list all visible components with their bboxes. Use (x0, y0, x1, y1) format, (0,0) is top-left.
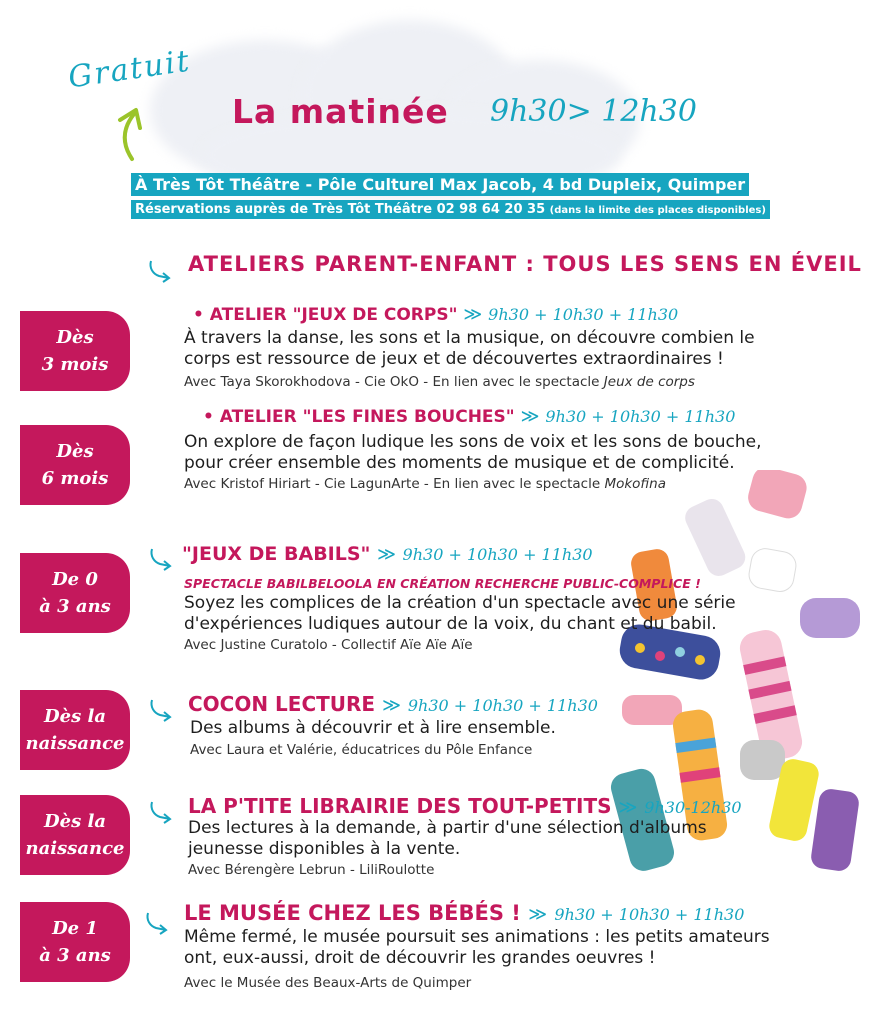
description-line: pour créer ensemble des moments de musique et de complicité. (184, 453, 735, 473)
activity-description (184, 593, 736, 635)
activity-credit (188, 862, 434, 878)
activity-hours: 9h30 + 10h30 + 11h30 (402, 545, 593, 564)
activity-description (184, 328, 755, 370)
green-arrow-icon (108, 104, 148, 164)
header-hours: 9h30> 12h30 (490, 94, 697, 129)
activity-title-text: "JEUX DE BABILS" (182, 543, 371, 565)
activity-hours: 9h30-12h30 (644, 798, 742, 817)
subtitle-show-name: BABILBELOOLA (266, 576, 373, 591)
chevron-right-icon: ≫ (528, 904, 548, 925)
description-line: Même fermé, le musée poursuit ses animations : les petits amateurs (184, 927, 770, 947)
credit-text: Avec Kristof Hiriart - Cie LagunArte - En lien avec le spectacle (184, 476, 601, 492)
age-badge-line1: De 1 (52, 918, 98, 939)
curl-arrow-icon (144, 910, 170, 936)
age-badge-line2: à 3 ans (39, 596, 111, 617)
activity-title (188, 794, 742, 818)
curl-arrow-icon (148, 697, 174, 723)
chevron-right-icon: ≫ (463, 304, 483, 325)
chevron-right-icon: ≫ (377, 544, 396, 565)
age-badge-line1: Dès (56, 327, 94, 348)
activity-hours: 9h30 + 10h30 + 11h30 (545, 407, 736, 426)
activity-title (184, 901, 744, 925)
venue-banner: À Très Tôt Théâtre - Pôle Culturel Max Jacob, 4 bd Dupleix, Quimper (131, 173, 749, 196)
credit-text: Avec Justine Curatolo - Collectif Aïe Aïe Aïe (184, 637, 473, 653)
chevron-right-icon: ≫ (520, 406, 540, 427)
activity-title (203, 406, 735, 427)
age-badge-line2: 3 mois (41, 354, 109, 375)
activity-title (193, 304, 678, 325)
age-badge (20, 795, 130, 875)
age-badge (20, 553, 130, 633)
subtitle-part: EN CRÉATION RECHERCHE PUBLIC-COMPLICE ! (376, 576, 701, 591)
credit-text: Avec Taya Skorokhodova - Cie OkO - En lien avec le spectacle (184, 374, 600, 390)
activity-credit (190, 742, 532, 758)
description-line: À travers la danse, les sons et la musique, on découvre combien le (184, 328, 755, 348)
activity-credit (184, 637, 473, 653)
activity-title (188, 692, 598, 716)
gratuit-label: Gratuit (66, 43, 194, 96)
curl-arrow-icon (148, 546, 174, 572)
activity-credit (184, 975, 471, 991)
age-badge-line1: Dès la (44, 706, 106, 727)
activity-subtitle (184, 576, 701, 591)
activity-description (188, 818, 707, 860)
activity-hours: 9h30 + 10h30 + 11h30 (488, 305, 679, 324)
age-badge (20, 902, 130, 982)
age-badge (20, 425, 130, 505)
credit-show-title: Mokofina (604, 476, 666, 492)
age-badge-line1: De 0 (52, 569, 98, 590)
curl-arrow-icon (148, 799, 174, 825)
credit-text: Avec Bérengère Lebrun - LiliRoulotte (188, 862, 435, 878)
chevron-right-icon: ≫ (382, 695, 401, 716)
description-line: corps est ressource de jeux et de découvertes extraordinaires ! (184, 349, 724, 369)
activity-description (190, 718, 556, 739)
description-line: d'expériences ludiques autour de la voix, du chant et du babil. (184, 614, 717, 634)
age-badge (20, 311, 130, 391)
age-badge-line1: Dès (56, 441, 94, 462)
description-line: Des albums à découvrir et à lire ensemble. (190, 718, 556, 738)
page-title: La matinée (232, 92, 449, 131)
activity-title-text: LE MUSÉE CHEZ LES BÉBÉS ! (184, 901, 521, 925)
activity-credit (184, 476, 666, 492)
description-line: Des lectures à la demande, à partir d'une sélection d'albums (188, 818, 707, 838)
activity-description (184, 432, 762, 474)
credit-show-title: Jeux de corps (603, 374, 695, 390)
activity-title-text: LA P'TITE LIBRAIRIE DES TOUT-PETITS (188, 794, 612, 818)
age-badge-line2: à 3 ans (39, 945, 111, 966)
credit-text: Avec Laura et Valérie, éducatrices du Pôle Enfance (190, 742, 533, 758)
age-badge-line2: naissance (25, 733, 125, 754)
subtitle-part: SPECTACLE (184, 576, 263, 591)
description-line: jeunesse disponibles à la vente. (188, 839, 461, 859)
chevron-right-icon: ≫ (618, 797, 638, 818)
curl-arrow-icon (147, 258, 173, 284)
reservation-text: Réservations auprès de Très Tôt Théâtre 02 98 64 20 35 (135, 202, 546, 217)
description-line: Soyez les complices de la création d'un spectacle avec une série (184, 593, 736, 613)
activity-description (184, 927, 770, 969)
activity-hours: 9h30 + 10h30 + 11h30 (407, 696, 598, 715)
reservation-banner (131, 200, 770, 219)
description-line: ont, eux-aussi, droit de découvrir les grandes oeuvres ! (184, 948, 656, 968)
activity-title (182, 543, 593, 565)
credit-text: Avec le Musée des Beaux-Arts de Quimper (184, 975, 472, 991)
section-title: ATELIERS PARENT-ENFANT : TOUS LES SENS EN ÉVEIL (188, 252, 862, 276)
activity-title-text: • ATELIER "JEUX DE CORPS" (193, 305, 458, 325)
activity-hours: 9h30 + 10h30 + 11h30 (554, 905, 745, 924)
activity-title-text: COCON LECTURE (188, 692, 376, 716)
age-badge-line2: naissance (25, 838, 125, 859)
activity-title-text: • ATELIER "LES FINES BOUCHES" (203, 407, 515, 427)
age-badge-line1: Dès la (44, 811, 106, 832)
age-badge (20, 690, 130, 770)
reservation-note: (dans la limite des places disponibles) (549, 205, 766, 216)
description-line: On explore de façon ludique les sons de voix et les sons de bouche, (184, 432, 762, 452)
age-badge-line2: 6 mois (41, 468, 109, 489)
activity-credit (184, 374, 695, 390)
